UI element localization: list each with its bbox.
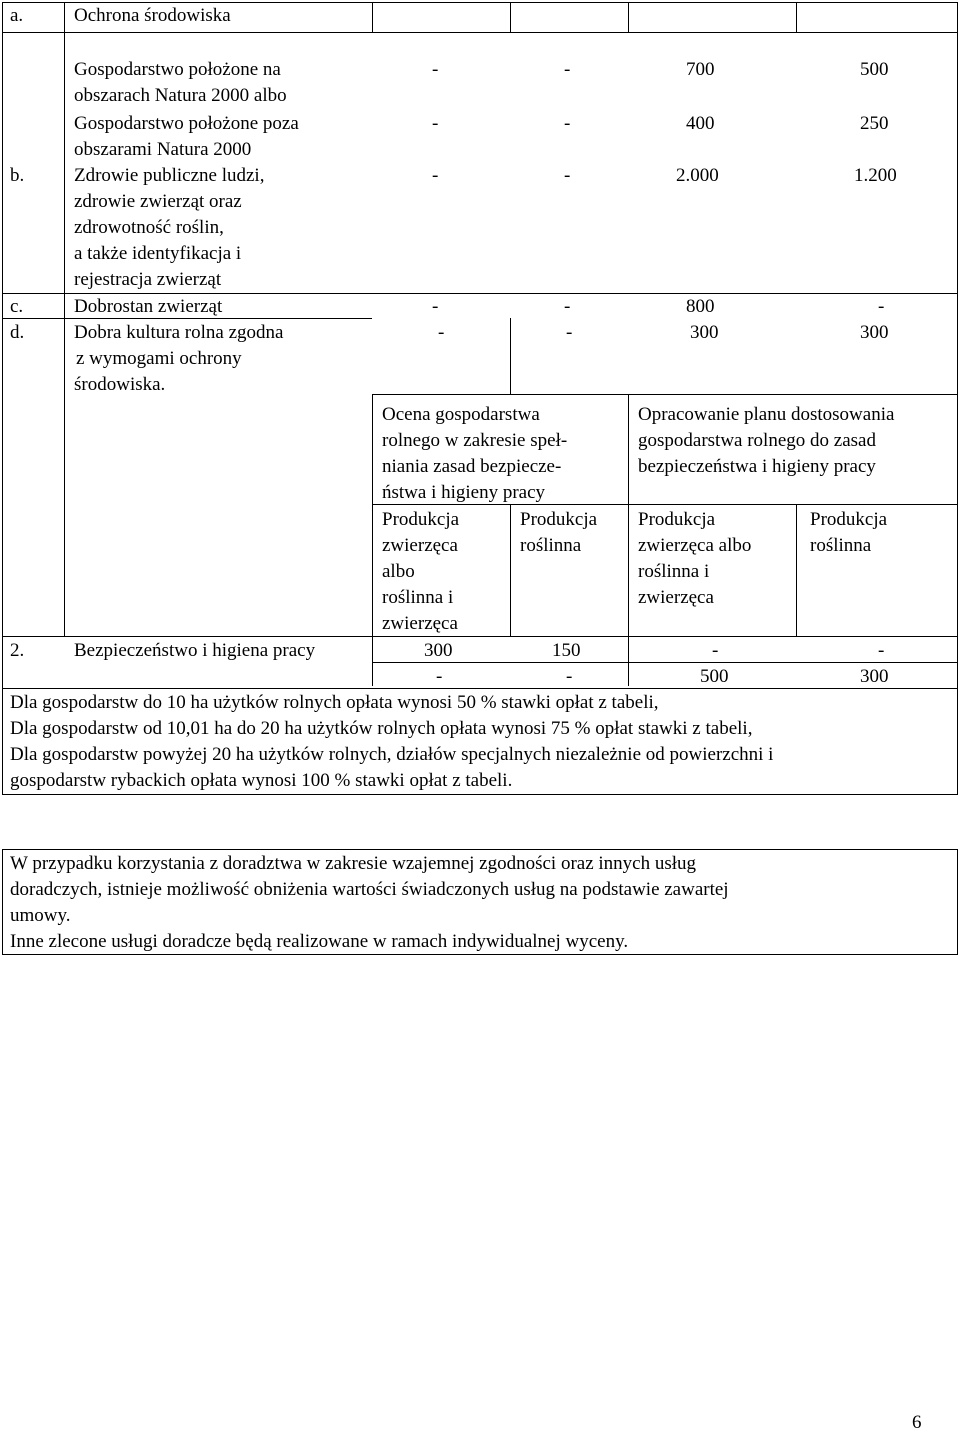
value-cell: - bbox=[432, 165, 439, 186]
value-cell: - bbox=[712, 640, 719, 661]
value-cell: - bbox=[432, 296, 439, 317]
subheader-production: Produkcja roślinna bbox=[810, 509, 888, 556]
footnote-text: W przypadku korzystania z doradztwa w zakresie wzajemnej zgodności oraz innych usług doradczych, istnieje możliwość obniżenia wartości świadczonych usług na podstawie zawartej umowy. Inne zlecone usługi doradcze będą realizowane w ramach indywidualnej wyceny. bbox=[10, 853, 729, 952]
value-cell: - bbox=[564, 165, 571, 186]
value-cell: 300 bbox=[690, 322, 719, 343]
column-divider bbox=[628, 394, 629, 686]
value-cell: 400 bbox=[686, 113, 715, 134]
subheader-production: Produkcja zwierzęca albo roślinna i zwierzęca bbox=[382, 509, 460, 634]
column-divider bbox=[64, 394, 65, 636]
column-divider bbox=[796, 504, 797, 636]
value-cell: 300 bbox=[860, 666, 889, 687]
value-cell: - bbox=[564, 59, 571, 80]
value-cell: 500 bbox=[860, 59, 889, 80]
value-cell: - bbox=[438, 322, 445, 343]
value-cell: - bbox=[436, 666, 443, 687]
row-title: Zdrowie publiczne ludzi, zdrowie zwierząt oraz zdrowotność roślin, a także identyfikacja i rejestracja zwierząt bbox=[74, 165, 265, 290]
subheader-production: Produkcja roślinna bbox=[520, 509, 598, 556]
column-divider bbox=[510, 504, 511, 636]
value-cell: - bbox=[432, 113, 439, 134]
row-subtitle: Gospodarstwo położone poza obszarami Natura 2000 bbox=[74, 113, 299, 160]
value-cell: 800 bbox=[686, 296, 715, 317]
row-letter: b. bbox=[10, 165, 25, 186]
fee-notes: Dla gospodarstw do 10 ha użytków rolnych opłata wynosi 50 % stawki opłat z tabeli, Dla gospodarstw od 10,01 ha do 20 ha użytków rolnych opłata wynosi 75 % opłat stawki z tabeli, Dla gospodarstw powyżej 20 ha użytków rolnych, działów specjalnych niezależnie od powierzchni i gospodarstw rybackich opłata wynosi 100 % stawki opłat z tabeli. bbox=[10, 692, 774, 791]
value-cell: - bbox=[878, 640, 885, 661]
column-divider bbox=[510, 2, 511, 32]
row-divider bbox=[2, 688, 958, 689]
row-divider bbox=[2, 636, 958, 637]
row-letter: c. bbox=[10, 296, 24, 317]
row-number: 2. bbox=[10, 640, 25, 661]
row-letter: a. bbox=[10, 5, 24, 26]
value-cell: 300 bbox=[424, 640, 453, 661]
row-title: Dobrostan zwierząt bbox=[74, 296, 223, 317]
value-cell: 150 bbox=[552, 640, 581, 661]
column-divider bbox=[372, 394, 373, 686]
value-cell: 1.200 bbox=[854, 165, 897, 186]
value-cell: 250 bbox=[860, 113, 889, 134]
value-cell: 2.000 bbox=[676, 165, 719, 186]
row-divider bbox=[372, 394, 958, 395]
column-divider bbox=[628, 2, 629, 32]
value-cell: - bbox=[566, 322, 573, 343]
value-cell: - bbox=[432, 59, 439, 80]
value-cell: 300 bbox=[860, 322, 889, 343]
value-cell: - bbox=[564, 296, 571, 317]
row-letter: d. bbox=[10, 322, 25, 343]
page-number: 6 bbox=[912, 1412, 922, 1433]
value-cell: - bbox=[564, 113, 571, 134]
row-divider bbox=[2, 32, 958, 33]
row-title: Ochrona środowiska bbox=[74, 5, 231, 26]
value-cell: - bbox=[878, 296, 885, 317]
value-cell: 500 bbox=[700, 666, 729, 687]
column-divider bbox=[510, 318, 511, 394]
row-divider bbox=[372, 662, 958, 663]
column-header-ocena: Ocena gospodarstwa rolnego w zakresie speł- niania zasad bezpiecze- ństwa i higieny pracy bbox=[382, 404, 568, 503]
column-divider bbox=[372, 2, 373, 32]
subheader-production: Produkcja zwierzęca albo roślinna i zwierzęca bbox=[638, 509, 752, 608]
column-divider bbox=[796, 2, 797, 32]
value-cell: 700 bbox=[686, 59, 715, 80]
column-header-opracowanie: Opracowanie planu dostosowania gospodarstwa rolnego do zasad bezpieczeństwa i higieny pracy bbox=[638, 404, 895, 477]
value-cell: - bbox=[566, 666, 573, 687]
row-title: Bezpieczeństwo i higiena pracy bbox=[74, 640, 316, 661]
column-divider bbox=[64, 2, 65, 394]
row-title: Dobra kultura rolna zgodna z wymogami ochrony środowiska. bbox=[74, 322, 284, 395]
row-subtitle: Gospodarstwo położone na obszarach Natura 2000 albo bbox=[74, 59, 287, 106]
